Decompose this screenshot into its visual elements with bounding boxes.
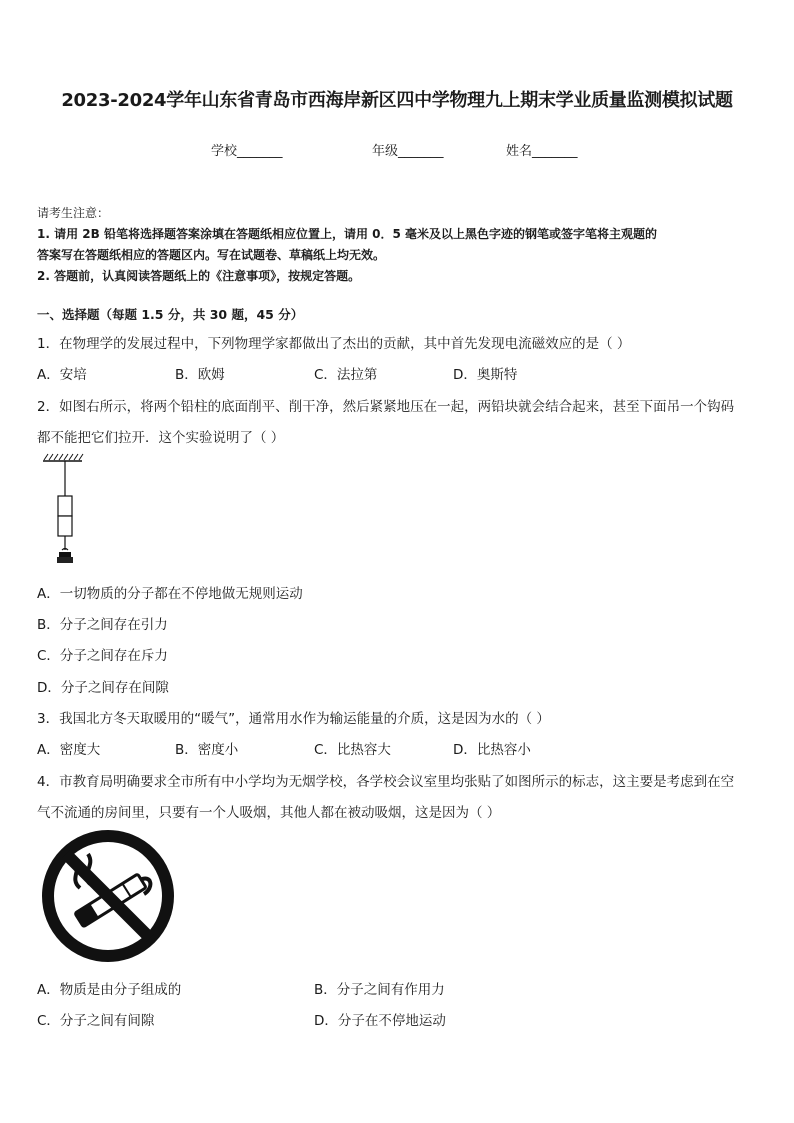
lead-cylinders-hanging-weight-figure	[40, 452, 86, 568]
q4-option-d: D．分子在不停地运动	[314, 1013, 446, 1029]
q2-option-c: C．分子之间存在斥力	[37, 648, 168, 664]
name-field: 姓名_______	[506, 144, 578, 159]
school-field: 学校_______	[211, 144, 283, 159]
q2-stem-line-2: 都不能把它们拉开．这个实验说明了（ ）	[37, 430, 285, 446]
q1-stem: 1．在物理学的发展过程中，下列物理学家都做出了杰出的贡献，其中首先发现电流磁效应的是（ ）	[37, 336, 631, 352]
notice-item-2: 2. 答题前，认真阅读答题纸上的《注意事项》，按规定答题。	[37, 269, 361, 283]
q1-option-c: C．法拉第	[314, 367, 378, 383]
q1-option-b: B．欧姆	[175, 367, 225, 383]
q3-option-a: A．密度大	[37, 742, 101, 758]
q3-option-d: D．比热容小	[453, 742, 531, 758]
notice-heading: 请考生注意：	[37, 206, 110, 220]
q1-option-d: D．奥斯特	[453, 367, 518, 383]
no-smoking-sign-icon	[40, 828, 176, 964]
q4-stem-line-2: 气不流通的房间里，只要有一个人吸烟，其他人都在被动吸烟，这是因为（ ）	[37, 805, 501, 821]
grade-field: 年级_______	[372, 144, 444, 159]
notice-item-1-line-1: 1. 请用 2B 铅笔将选择题答案涂填在答题纸相应位置上，请用 0．5 毫米及以上黑色字迹的钢笔或签字笔将主观题的	[37, 227, 657, 241]
q1-option-a: A．安培	[37, 367, 87, 383]
q4-option-b: B．分子之间有作用力	[314, 982, 445, 998]
exam-title: 2023-2024学年山东省青岛市西海岸新区四中学物理九上期末学业质量监测模拟试题	[61, 90, 733, 111]
q4-stem-line-1: 4．市教育局明确要求全市所有中小学均为无烟学校，各学校会议室里均张贴了如图所示的标志，这主要是考虑到在空	[37, 774, 735, 790]
q2-stem-line-1: 2．如图右所示，将两个铅柱的底面削平、削干净，然后紧紧地压在一起，两铅块就会结合起来，甚至下面吊一个钩码	[37, 399, 735, 415]
q3-stem: 3．我国北方冬天取暖用的“暖气”，通常用水作为输运能量的介质，这是因为水的（ ）	[37, 711, 550, 727]
q3-option-c: C．比热容大	[314, 742, 391, 758]
section-heading: 一、选择题（每题 1.5 分，共 30 题，45 分）	[37, 307, 304, 322]
q4-option-c: C．分子之间有间隙	[37, 1013, 155, 1029]
q2-option-b: B．分子之间存在引力	[37, 617, 168, 633]
q2-option-a: A．一切物质的分子都在不停地做无规则运动	[37, 586, 303, 602]
q2-option-d: D．分子之间存在间隙	[37, 680, 169, 696]
q3-option-b: B．密度小	[175, 742, 239, 758]
notice-item-1-line-2: 答案写在答题纸相应的答题区内。写在试题卷、草稿纸上均无效。	[37, 248, 386, 262]
q4-option-a: A．物质是由分子组成的	[37, 982, 182, 998]
notice-block	[37, 203, 759, 287]
